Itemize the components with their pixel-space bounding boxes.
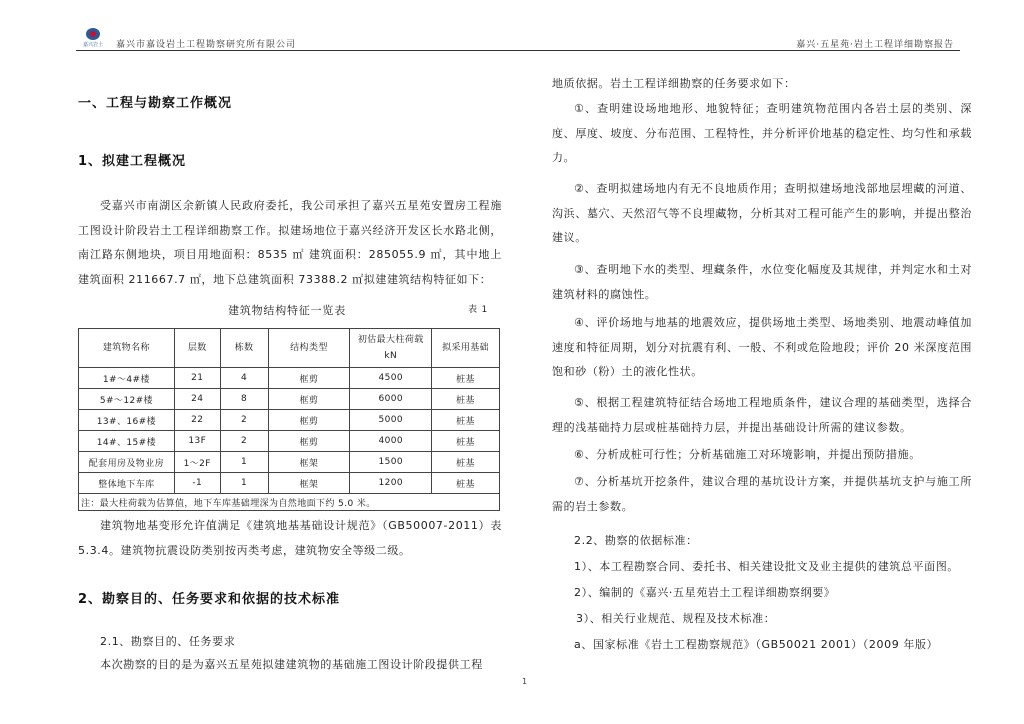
table-cell: 1 [220, 473, 268, 494]
table-cell: 2 [220, 410, 268, 431]
table-row [79, 452, 500, 473]
basis-item-1: 1）、本工程勘察合同、委托书、相关建设批文及业主提供的建筑总平面图。 [574, 560, 959, 573]
subsection-heading-2-2: 2.2、勘察的依据标准： [574, 534, 698, 547]
logo-text: 嘉兴岩土 [82, 42, 103, 48]
table-cell: 框剪 [268, 389, 350, 410]
table-cell: 13F [174, 431, 220, 452]
table-cell: 4 [220, 368, 268, 389]
task-item-5: ⑤、根据工程建筑特征结合场地工程地质条件，建议合理的基础类型，选择合理的浅基础持力层或桩基础持力层，并提出基础设计所需的建议参数。 [552, 396, 972, 434]
table-cell: 1 [220, 452, 268, 473]
table-header-row [79, 329, 500, 368]
section-heading-purpose: 2、勘察目的、任务要求和依据的技术标准 [78, 592, 341, 607]
table-cell: 桩基 [432, 452, 500, 473]
table-cell: 24 [174, 389, 220, 410]
table-note-row [79, 494, 500, 511]
table-cell: 5#～12#楼 [79, 389, 175, 410]
table-cell: 21 [174, 368, 220, 389]
table-cell: 1200 [350, 473, 432, 494]
table-cell: 22 [174, 410, 220, 431]
header-report-title: 嘉兴·五星苑·岩土工程详细勘察报告 [796, 40, 954, 50]
task-item-7: ⑦、分析基坑开挖条件，建议合理的基坑设计方案，并提供基坑支护与施工所需的岩土参数。 [552, 475, 972, 513]
table-cell: 2 [220, 431, 268, 452]
table-number: 表 1 [468, 305, 488, 315]
table-row [79, 368, 500, 389]
table-header-cell: 初估最大柱荷载 kN [350, 329, 432, 368]
task-item-3: ③、查明地下水的类型、埋藏条件，水位变化幅度及其规律，并判定水和土对建筑材料的腐蚀性。 [552, 263, 972, 301]
table-cell: 14#、15#楼 [79, 431, 175, 452]
company-logo [80, 28, 106, 48]
table-row [79, 473, 500, 494]
table-cell: 框架 [268, 473, 350, 494]
continued-paragraph: 地质依据。岩土工程详细勘察的任务要求如下： [552, 77, 796, 90]
task-item-6: ⑥、分析成桩可行性；分析基础施工对环境影响，并提出预防措施。 [574, 448, 921, 461]
intro-paragraph: 受嘉兴市南湖区余新镇人民政府委托，我公司承担了嘉兴五星苑安置房工程施工图设计阶段岩土工程详细勘察工作。拟建场地位于嘉兴经济开发区长水路北侧，南江路东侧地块，项目用地面积：8535 ㎡ 建筑面积：285055.9 ㎡，其中地上建筑面积 211667.7 ㎡，地下总建筑面积 73388.2 ㎡拟建建筑结构特征如下： [78, 199, 502, 286]
page-header [76, 28, 960, 51]
table-row [79, 410, 500, 431]
table-header-cell: 栋数 [220, 329, 268, 368]
logo-mark-icon [86, 28, 100, 40]
basis-item-3: 3）、相关行业规范、规程及技术标准： [576, 612, 776, 625]
table-row [79, 431, 500, 452]
table-cell: 整体地下车库 [79, 473, 175, 494]
table-cell: 4500 [350, 368, 432, 389]
table-header-cell: 建筑物名称 [79, 329, 175, 368]
table-header-cell: 层数 [174, 329, 220, 368]
table-cell: 框剪 [268, 410, 350, 431]
table-cell: 配套用房及物业房 [79, 452, 175, 473]
table-title: 建筑物结构特征一览表 [228, 304, 346, 317]
basis-item-a: a、国家标准《岩土工程勘察规范》（GB50021 2001）（2009 年版） [574, 638, 939, 651]
table-cell: 桩基 [432, 389, 500, 410]
table-cell: 框架 [268, 452, 350, 473]
table-cell: 6000 [350, 389, 432, 410]
basis-item-2: 2）、编制的《嘉兴·五星苑岩土工程详细勘察纲要》 [574, 586, 836, 599]
purpose-paragraph: 本次勘察的目的是为嘉兴五星苑拟建建筑物的基础施工图设计阶段提供工程 [100, 658, 483, 671]
table-note: 注：最大柱荷载为估算值，地下车库基础埋深为自然地面下约 5.0 米。 [79, 494, 500, 511]
section-heading-overview: 一、工程与勘察工作概况 [78, 96, 233, 111]
table-cell: -1 [174, 473, 220, 494]
table-cell: 框剪 [268, 368, 350, 389]
table-cell: 桩基 [432, 431, 500, 452]
table-cell: 1～2F [174, 452, 220, 473]
structure-table [78, 328, 500, 511]
subsection-heading-2-1: 2.1、勘察目的、任务要求 [100, 635, 236, 648]
table-cell: 8 [220, 389, 268, 410]
task-item-2: ②、查明拟建场地内有无不良地质作用；查明拟建场地浅部地层埋藏的河道、沟浜、墓穴、天然沼气等不良埋藏物，分析其对工程可能产生的影响，并提出整治建议。 [552, 182, 972, 244]
table-cell: 桩基 [432, 473, 500, 494]
table-cell: 框剪 [268, 431, 350, 452]
table-header-cell: 拟采用基础 [432, 329, 500, 368]
table-cell: 1#～4#楼 [79, 368, 175, 389]
after-table-paragraph: 建筑物地基变形允许值满足《建筑地基基础设计规范》（GB50007-2011）表 5.3.4。建筑物抗震设防类别按丙类考虑，建筑物安全等级二级。 [78, 519, 502, 557]
table-cell: 桩基 [432, 410, 500, 431]
table-row [79, 389, 500, 410]
header-company-name: 嘉兴市嘉设岩土工程勘察研究所有限公司 [116, 40, 297, 50]
table-cell: 5000 [350, 410, 432, 431]
table-cell: 桩基 [432, 368, 500, 389]
table-cell: 1500 [350, 452, 432, 473]
page-number: 1 [522, 677, 528, 686]
table-cell: 13#、16#楼 [79, 410, 175, 431]
table-header-cell: 结构类型 [268, 329, 350, 368]
task-item-4: ④、评价场地与地基的地震效应，提供场地土类型、场地类别、地震动峰值加速度和特征周期，划分对抗震有利、一般、不利或危险地段；评价 20 米深度范围饱和砂（粉）土的液化性状。 [552, 316, 972, 378]
table-cell: 4000 [350, 431, 432, 452]
task-item-1: ①、查明建设场地地形、地貌特征；查明建筑物范围内各岩土层的类别、深度、厚度、坡度、分布范围、工程特性，并分析评价地基的稳定性、均匀性和承载力。 [552, 102, 972, 164]
section-heading-project: 1、拟建工程概况 [78, 154, 187, 169]
